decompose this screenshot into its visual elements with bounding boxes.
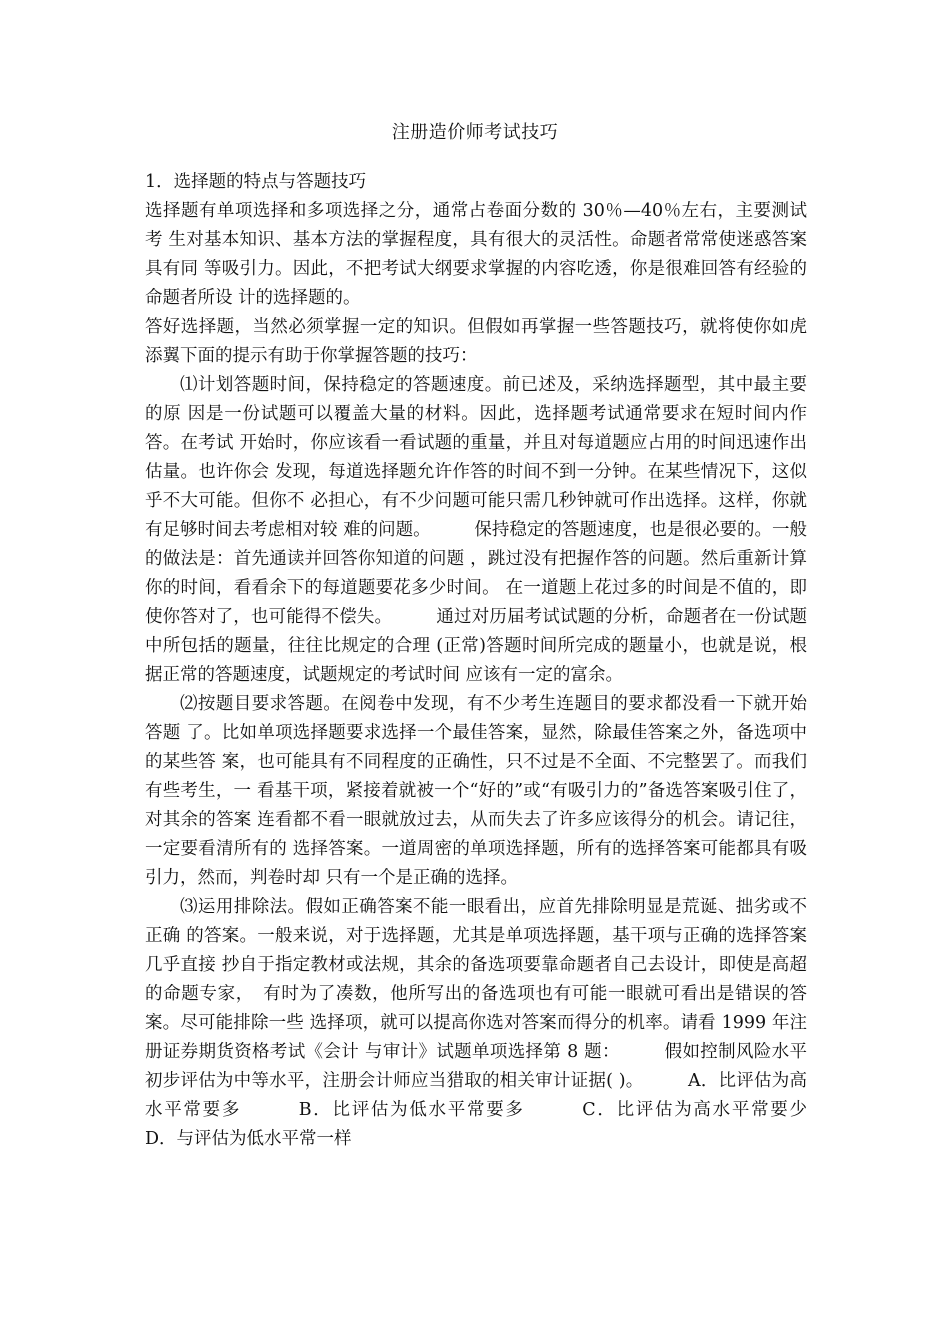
- paragraph-intro: 选择题有单项选择和多项选择之分，通常占卷面分数的 30％—40％左右，主要测试考 生对基本知识、基本方法的掌握程度，具有很大的灵活性。命题者常常使迷惑答案具有同 等吸引力。因此，不把考试大纲要求掌握的内容吃透，你是很难回答有经验的命题者所设 计的选择题的。: [145, 201, 807, 308]
- paragraph-skills: 答好选择题，当然必须掌握一定的知识。但假如再掌握一些答题技巧，就将使你如虎 添翼下面的提示有助于你掌握答题的技巧：: [145, 317, 807, 366]
- paragraph-tip-1-time: ⑴计划答题时间，保持稳定的答题速度。前已述及，采纳选择题型，其中最主要的原 因是一份试题可以覆盖大量的材料。因此，选择题考试通常要求在短时间内作答。在考试 开始时，你应该看一看试题的重量，并且对每道题应占用的时间迅速作出估量。也许你会 发现，每道选择题允许作答的时间不到一分钟。在某些情况下，这似乎不大可能。但你不 必担心，有不少问题可能只需几秒钟就可作出选择。这样，你就有足够时间去考虑相对较 难的问题。 保持稳定的答题速度，也是很必要的。一般的做法是：首先通读并回答你知道的问题 ，跳过没有把握作答的问题。然后重新计算你的时间，看看余下的每道题要花多少时间。 在一道题上花过多的时间是不值的，即使你答对了，也可能得不偿失。 通过对历届考试试题的分析，命题者在一份试题中所包括的题量，往往比规定的合理 (正常)答题时间所完成的题量小，也就是说，根据正常的答题速度，试题规定的考试时间 应该有一定的富余。: [145, 375, 807, 685]
- section-heading: 1．选择题的特点与答题技巧: [145, 172, 367, 192]
- page-title: 注册造价师考试技巧: [391, 122, 559, 143]
- paragraph-tip-3-elimination: ⑶运用排除法。假如正确答案不能一眼看出，应首先排除明显是荒诞、拙劣或不正确 的答案。一般来说，对于选择题，尤其是单项选择题，基干项与正确的选择答案几乎直接 抄自于指定教材或法规，其余的备选项要靠命题者自己去设计，即使是高超的命题专家， 有时为了凑数，他所写出的备选项也有可能一眼就可看出是错误的答案。尽可能排除一些 选择项，就可以提高你选对答案而得分的机率。请看 1999 年注册证券期货资格考试《会计 与审计》试题单项选择第 8 题： 假如控制风险水平初步评估为中等水平，注册会计师应当猎取的相关审计证据( )。 A．比评估为高水平常要多 B．比评估为低水平常要多 C．比评估为高水平常要少 D．与评估为低水平常一样: [145, 897, 860, 1149]
- paragraph-tip-2-requirements: ⑵按题目要求答题。在阅卷中发现，有不少考生连题目的要求都没看一下就开始答题 了。比如单项选择题要求选择一个最佳答案，显然，除最佳答案之外，备选项中的某些答 案，也可能具有不同程度的正确性，只不过是不全面、不完整罢了。而我们有些考生，一 看基干项，紧接着就被一个“好的”或“有吸引力的”备选答案吸引住了，对其余的答案 连看都不看一眼就放过去，从而失去了许多应该得分的机会。请记往，一定要看清所有的 选择答案。一道周密的单项选择题，所有的选择答案可能都具有吸引力，然而，判卷时却 只有一个是正确的选择。: [145, 694, 807, 888]
- document-body: [145, 168, 860, 1154]
